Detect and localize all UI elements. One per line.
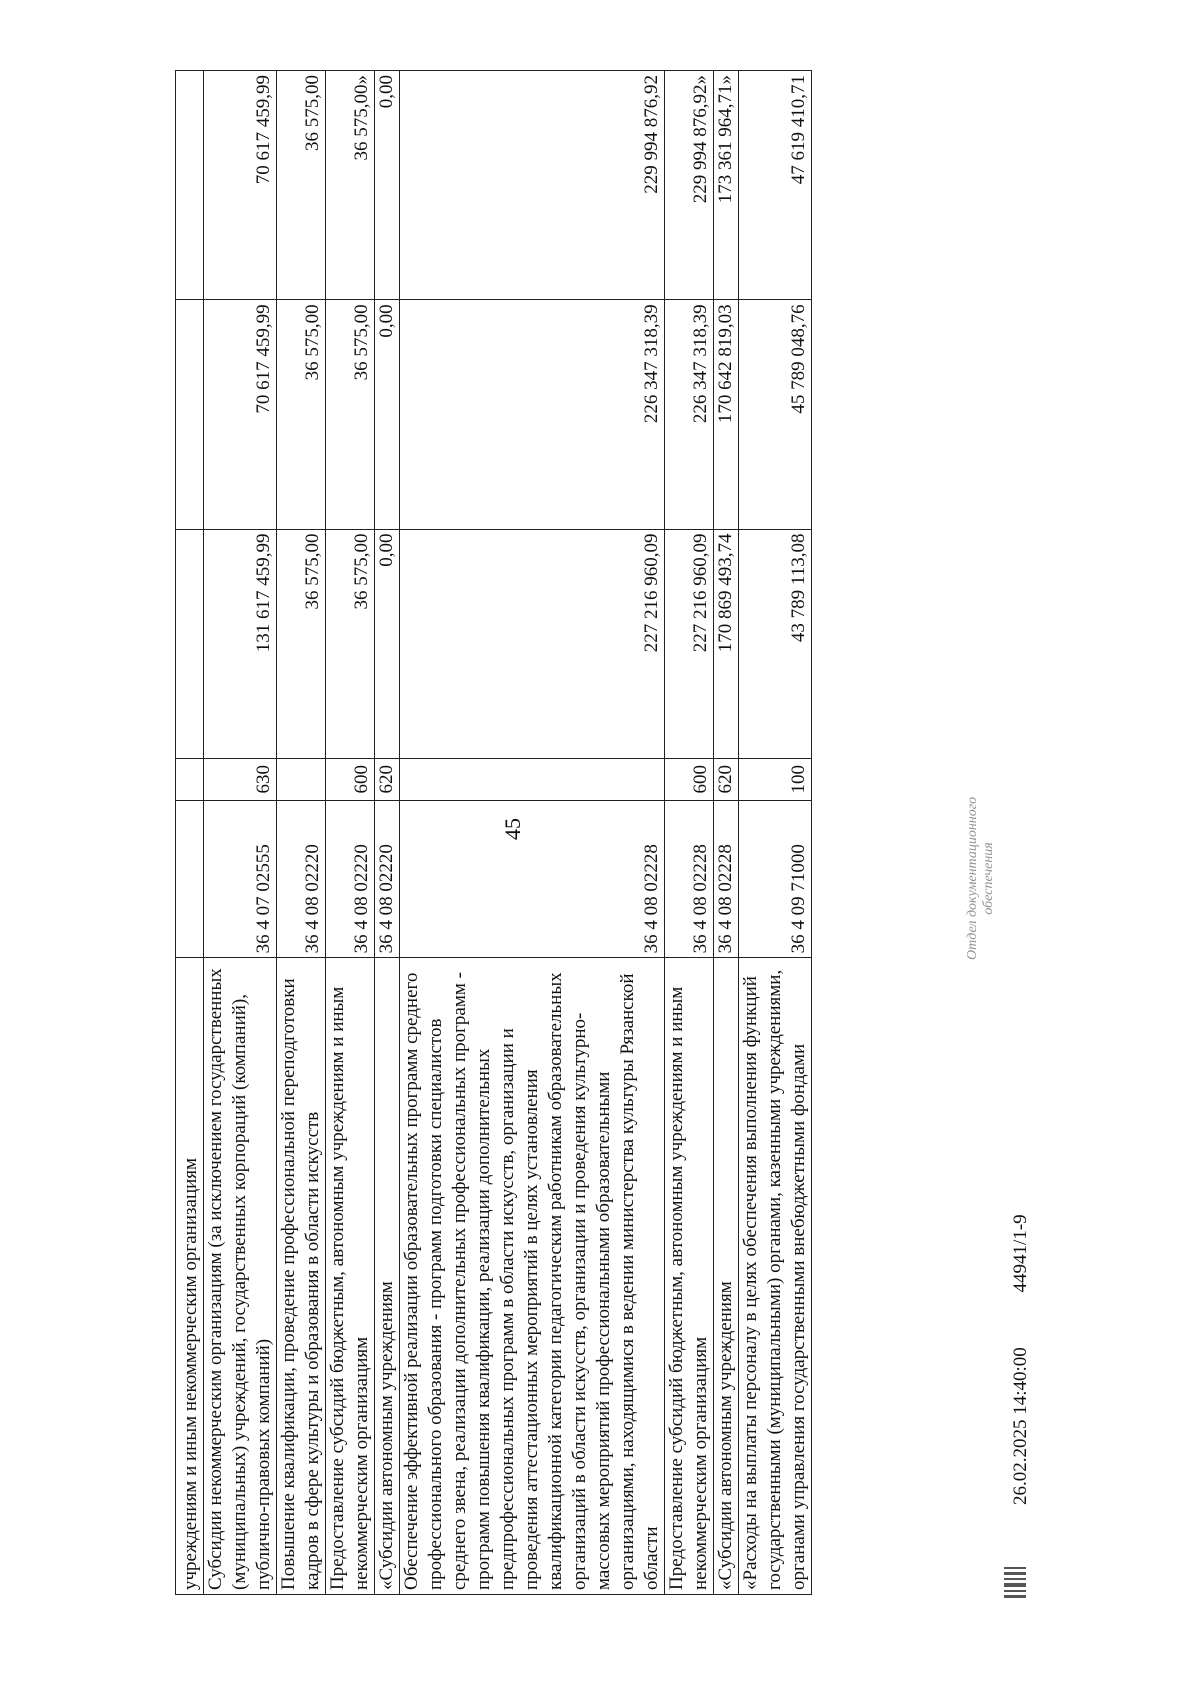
row-value-3: 229 994 876,92» (665, 71, 714, 300)
row-code: 36 4 07 02555 (204, 800, 277, 958)
row-value-1: 227 216 960,09 (400, 529, 665, 758)
row-code: 36 4 09 71000 (739, 800, 812, 958)
row-value-3: 36 575,00 (277, 71, 326, 300)
stamp-line-1: Отдел документационного (965, 796, 980, 960)
row-value-2: 36 575,00 (326, 300, 375, 529)
footer-doc-id: 44941/1-9 (1010, 1214, 1031, 1293)
row-code: 36 4 08 02220 (277, 800, 326, 958)
department-stamp (965, 797, 997, 960)
row-vr: 620 (375, 758, 400, 800)
row-code: 36 4 08 02220 (326, 800, 375, 958)
table-row (204, 71, 277, 1595)
row-value-3: 0,00 (375, 71, 400, 300)
row-code: 36 4 08 02228 (714, 800, 739, 958)
row-value-1: 36 575,00 (326, 529, 375, 758)
row-vr (277, 758, 326, 800)
stamp-line-2: обеспечения (981, 842, 996, 915)
row-value-1: 131 617 459,99 (204, 529, 277, 758)
row-value-1: 0,00 (375, 529, 400, 758)
row-name: Субсидии некоммерческим организациям (за исключением государственных (муниципальных) учреждений, государственных корпораций (компаний), публично-правовых компаний) (204, 958, 277, 1595)
row-value-3: 229 994 876,92 (400, 71, 665, 300)
budget-table (175, 70, 812, 1595)
row-value-2 (176, 300, 204, 529)
row-vr (176, 758, 204, 800)
row-name: Предоставление субсидий бюджетным, автономным учреждениям и иным некоммерческим организациям (326, 958, 375, 1595)
table-row (277, 71, 326, 1595)
table-row (739, 71, 812, 1595)
row-code: 36 4 08 02228 (665, 800, 714, 958)
row-value-2: 45 789 048,76 (739, 300, 812, 529)
row-name: учреждениям и иным некоммерческим организациям (176, 958, 204, 1595)
row-vr (400, 758, 665, 800)
row-value-3: 70 617 459,99 (204, 71, 277, 300)
row-value-1: 170 869 493,74 (714, 529, 739, 758)
row-value-2: 226 347 318,39 (665, 300, 714, 529)
row-code (176, 800, 204, 958)
row-value-2: 170 642 819,03 (714, 300, 739, 529)
footer-timestamp: 26.02.2025 14:40:00 (1010, 1347, 1031, 1505)
row-name: «Субсидии автономным учреждениям (714, 958, 739, 1595)
row-vr: 100 (739, 758, 812, 800)
row-code: 36 4 08 02220 (375, 800, 400, 958)
row-value-1: 43 789 113,08 (739, 529, 812, 758)
row-value-2: 70 617 459,99 (204, 300, 277, 529)
row-name: «Субсидии автономным учреждениям (375, 958, 400, 1595)
rotated-page (155, 70, 1055, 1600)
table-row (176, 71, 204, 1595)
table-row (714, 71, 739, 1595)
row-code: 36 4 08 02228 (400, 800, 665, 958)
row-value-3: 36 575,00» (326, 71, 375, 300)
table-row (326, 71, 375, 1595)
row-name: «Расходы на выплаты персоналу в целях обеспечения выполнения функций государственными (муниципальными) органами, казенными учреждениями, органами управления государственными внебюджетными фондами (739, 958, 812, 1595)
row-value-2: 36 575,00 (277, 300, 326, 529)
row-vr: 630 (204, 758, 277, 800)
page-number: 45 (500, 818, 525, 840)
row-value-1: 227 216 960,09 (665, 529, 714, 758)
barcode-icon (1000, 1560, 1030, 1600)
row-value-3: 173 361 964,71» (714, 71, 739, 300)
row-vr: 600 (326, 758, 375, 800)
row-vr: 600 (665, 758, 714, 800)
row-value-2: 0,00 (375, 300, 400, 529)
row-vr: 620 (714, 758, 739, 800)
row-value-2: 226 347 318,39 (400, 300, 665, 529)
table-row (665, 71, 714, 1595)
row-value-1 (176, 529, 204, 758)
table-row (375, 71, 400, 1595)
footer (1010, 1164, 1032, 1505)
row-name: Повышение квалификации, проведение профессиональной переподготовки кадров в сфере культуры и образования в области искусств (277, 958, 326, 1595)
row-name: Предоставление субсидий бюджетным, автономным учреждениям и иным некоммерческим организациям (665, 958, 714, 1595)
row-name: Обеспечение эффективной реализации образовательных программ среднего профессионального образования - программ подготовки специалистов среднего звена, реализации дополнительных профессиональных программ - программ повышения квалификации, реализации дополнительных предпрофессиональных программ в области искусств, организации и проведения аттестационных мероприятий в целях установления квалификационной категории педагогическим работникам образовательных организаций в области искусств, организации и проведения культурно-массовых мероприятий профессиональными образовательными организациями, находящимися в ведении министерства культуры Рязанской области (400, 958, 665, 1595)
row-value-1: 36 575,00 (277, 529, 326, 758)
table-row (400, 71, 665, 1595)
row-value-3: 47 619 410,71 (739, 71, 812, 300)
row-value-3 (176, 71, 204, 300)
